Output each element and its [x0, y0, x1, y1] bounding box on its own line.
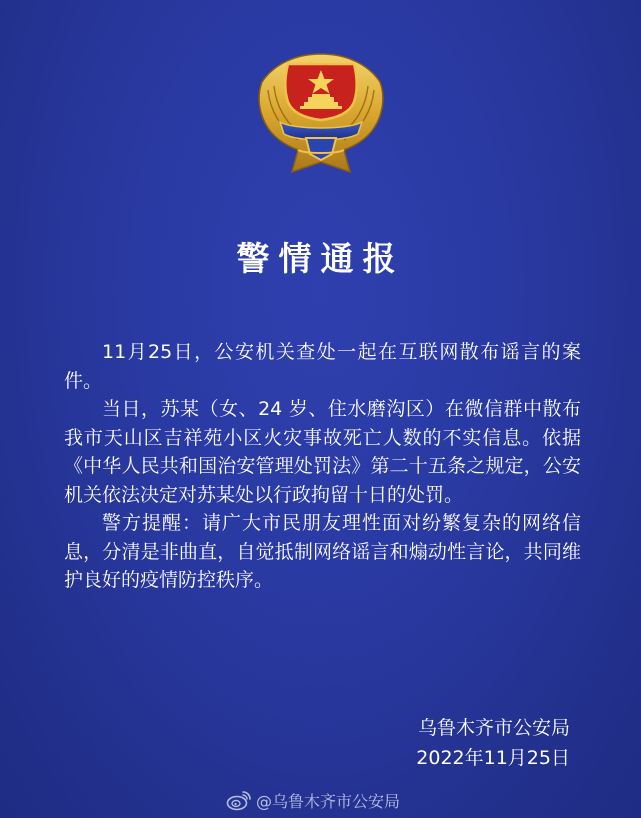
weibo-watermark [226, 785, 400, 815]
issuer-name: 乌鲁木齐市公安局 [417, 717, 570, 739]
notice-paragraph: 11月25日，公安机关查处一起在互联网散布谣言的案件。 [64, 341, 581, 392]
issue-date: 2022年11月25日 [416, 747, 570, 769]
notice-paragraph: 当日，苏某（女、24 岁、住水磨沟区）在微信群中散布我市天山区吉祥苑小区火灾事故死亡人数的不实信息。依据《中华人民共和国治安管理处罚法》第二十五条之规定，公安机关依法决定对苏某处以行政拘留十日的处罚。 [64, 398, 581, 506]
police-emblem-icon [254, 50, 388, 176]
weibo-icon [226, 789, 252, 811]
signature-block [416, 713, 570, 773]
notice-title: 警情通报 [236, 239, 405, 278]
notice-paragraph: 警方提醒：请广大市民朋友理性面对纷繁复杂的网络信息，分清是非曲直，自觉抵制网络谣言和煽动性言论，共同维护良好的疫情防控秩序。 [64, 512, 581, 591]
watermark-text: @乌鲁木齐市公安局 [256, 791, 401, 811]
notice-body [64, 338, 581, 595]
